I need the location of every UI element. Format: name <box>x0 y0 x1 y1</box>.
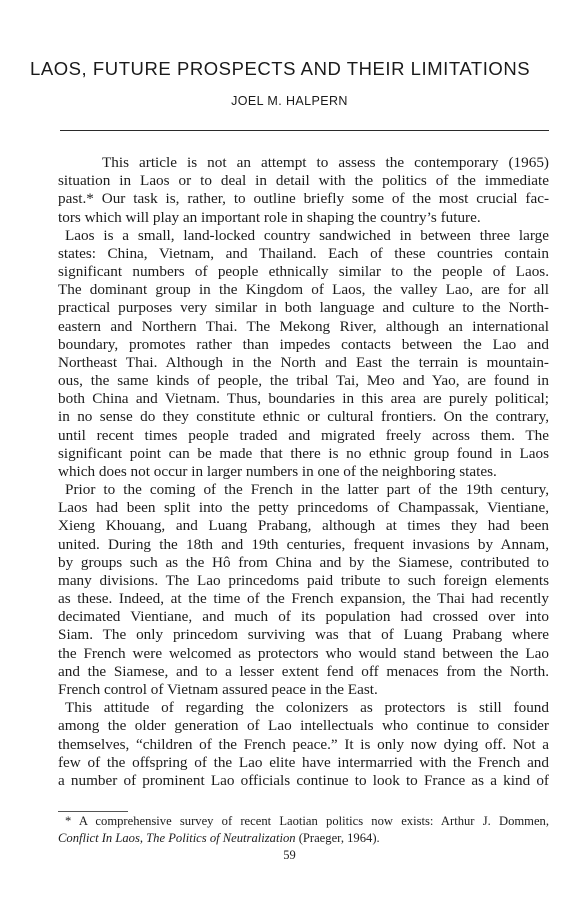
body-text-line: both China and Vietnam. Thus, boundaries in this area are purely political; <box>58 390 549 408</box>
body-text-line: Xieng Khouang, and Luang Prabang, although at times they had been <box>58 517 549 535</box>
body-text-line: tors which will play an important role in shaping the country’s future. <box>58 208 481 226</box>
body-text-line: among the older generation of Lao intellectuals who continue to consider <box>58 717 549 735</box>
body-text-line: The dominant group in the Kingdom of Laos, the valley Lao, are for all <box>58 281 549 299</box>
body-text-line: This article is not an attempt to assess the contemporary (1965) <box>102 154 549 171</box>
body-text-line: practical purposes very similar in both language and culture to the North- <box>58 299 549 317</box>
body-text-line: situation in Laos or to deal in detail with the politics of the immediate <box>58 172 549 190</box>
body-text-line: significant numbers of people ethnically similar to the people of Laos. <box>58 263 549 281</box>
footnote-publisher: (Praeger, 1964). <box>295 830 380 845</box>
body-text-line: Laos had been split into the petty princedoms of Champassak, Vientiane, <box>58 499 549 517</box>
article-title: LAOS, FUTURE PROSPECTS AND THEIR LIMITATIONS <box>30 58 531 79</box>
body-text-line: ous, the same kinds of people, the tribal Tai, Meo and Yao, are found in <box>58 372 549 390</box>
body-text-line: which does not occur in larger numbers in one of the neighboring states. <box>58 462 497 480</box>
body-text-line: eastern and Northern Thai. The Mekong River, although an international <box>58 317 549 335</box>
body-text-line: Northeast Thai. Although in the North and East the terrain is mountain- <box>58 353 549 371</box>
body-text-line: Prior to the coming of the French in the latter part of the 19th century, <box>65 481 549 499</box>
article-body <box>58 154 549 790</box>
footnote <box>58 813 549 846</box>
body-text-line: decimated Vientiane, and much of its population had crossed over into <box>58 608 549 626</box>
body-text-line: states: China, Vietnam, and Thailand. Each of these countries contain <box>58 244 549 262</box>
body-text-line: significant point can be made that there is no ethnic group found in Laos <box>58 444 549 462</box>
body-text-line: the French were welcomed as protectors who would stand between the Lao <box>58 644 549 662</box>
body-text-line: and the Siamese, and to a lesser extent fend off menaces from the North. <box>58 662 549 680</box>
footnote-line <box>58 830 549 847</box>
footnote-book-title: Conflict In Laos, The Politics of Neutralization <box>58 830 296 845</box>
body-text-line: united. During the 18th and 19th centuries, frequent invasions by Annam, <box>58 535 549 553</box>
body-text-line: a number of prominent Lao officials continue to look to France as a kind of <box>58 771 549 789</box>
footnote-line: * A comprehensive survey of recent Laotian politics now exists: Arthur J. Dommen, <box>65 814 549 828</box>
body-text-line: until recent times people traded and migrated freely across them. The <box>58 426 549 444</box>
body-text-line: French control of Vietnam assured peace in the East. <box>58 680 378 698</box>
body-text-line: past.* Our task is, rather, to outline briefly some of the most crucial fac- <box>58 190 549 208</box>
body-text-line: This attitude of regarding the colonizers as protectors is still found <box>65 699 549 717</box>
body-text-line: Siam. The only princedom surviving was that of Luang Prabang where <box>58 626 549 644</box>
body-text-line: boundary, promotes rather than impedes contacts between the Lao and <box>58 335 549 353</box>
body-text-line: themselves, “children of the French peace.” It is only now dying off. Not a <box>58 735 549 753</box>
body-text-line: many divisions. The Lao princedoms paid tribute to such foreign elements <box>58 571 549 589</box>
body-text-line: as these. Indeed, at the time of the French expansion, the Thai had recently <box>58 590 549 608</box>
body-text-line: few of the offspring of the Lao elite have intermarried with the French and <box>58 753 549 771</box>
article-author: JOEL M. HALPERN <box>231 94 348 108</box>
title-rule <box>60 130 549 131</box>
footnote-rule <box>58 811 128 812</box>
page-number: 59 <box>283 848 296 862</box>
body-text-line: in no sense do they constitute ethnic or cultural frontiers. On the contrary, <box>58 408 549 426</box>
body-text-line: Laos is a small, land-locked country sandwiched in between three large <box>65 226 549 244</box>
body-text-line: by groups such as the Hô from China and by the Siamese, contributed to <box>58 553 549 571</box>
